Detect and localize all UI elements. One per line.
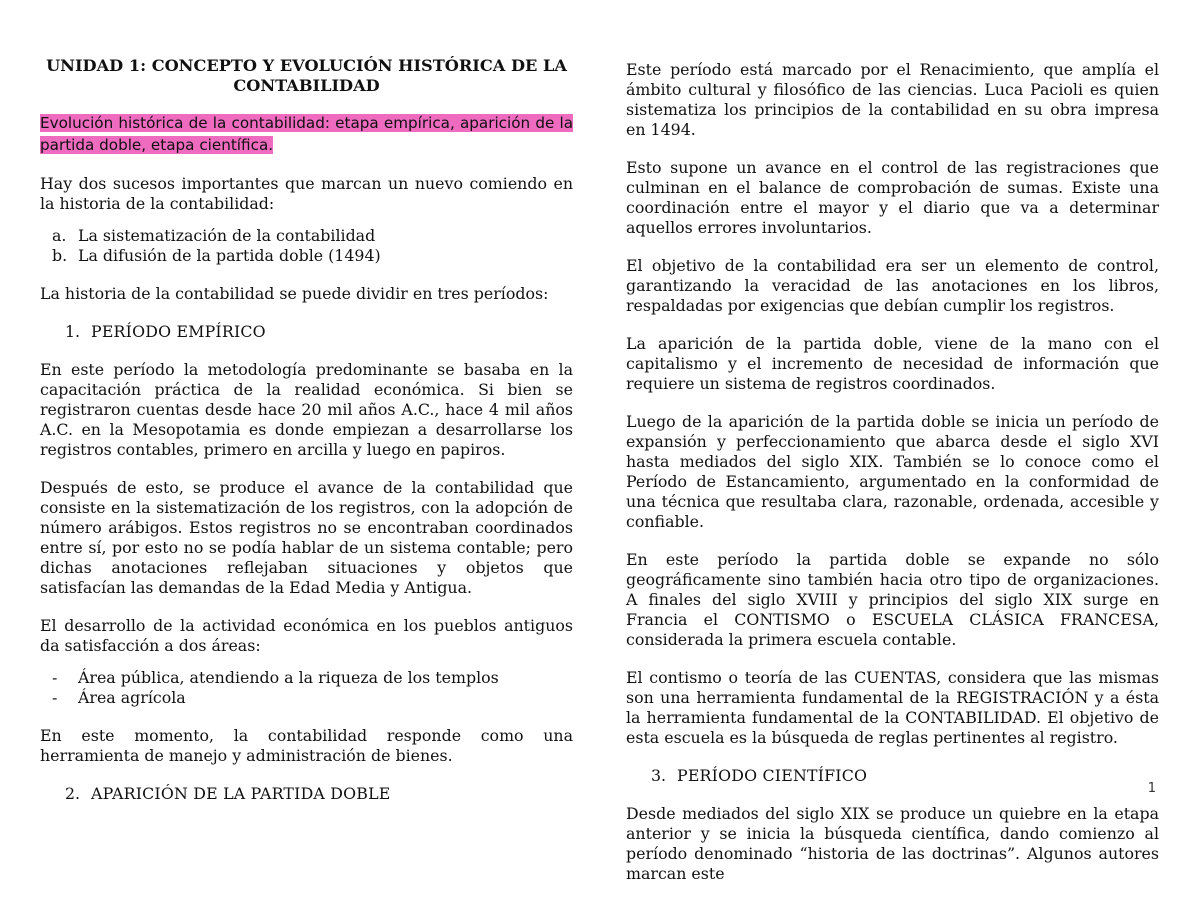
list-item-text: Área pública, atendiendo a la riqueza de los templos bbox=[78, 668, 499, 687]
paragraph: La aparición de la partida doble, viene de la mano con el capitalismo y el incremento de necesidad de información que requiere un sistema de registros coordinados. bbox=[626, 334, 1159, 393]
paragraph: En este momento, la contabilidad responde como una herramienta de manejo y administración de bienes. bbox=[40, 726, 573, 765]
left-column bbox=[40, 56, 573, 822]
list-item bbox=[52, 226, 573, 246]
heading-number: 1. bbox=[65, 322, 81, 341]
heading-text: PERÍODO CIENTÍFICO bbox=[677, 766, 868, 785]
heading-text: PERÍODO EMPÍRICO bbox=[91, 322, 266, 341]
list-marker: - bbox=[52, 668, 58, 687]
highlighted-text: Evolución histórica de la contabilidad: etapa empírica, aparición de la partida doble, etapa científica. bbox=[40, 114, 573, 154]
unit-title: UNIDAD 1: CONCEPTO Y EVOLUCIÓN HISTÓRICA DE LA CONTABILIDAD bbox=[46, 56, 567, 95]
paragraph: Desde mediados del siglo XIX se produce un quiebre en la etapa anterior y se inicia la búsqueda científica, dando comienzo al período denominado “historia de las doctrinas”. Algunos autores marcan este bbox=[626, 804, 1159, 883]
paragraph: En este período la metodología predominante se basaba en la capacitación práctica de la realidad económica. Si bien se registraron cuentas desde hace 20 mil años A.C., hace 4 mil años A.C. en la Mesopotamia es donde empiezan a desarrollarse los registros contables, primero en arcilla y luego en papiros. bbox=[40, 360, 573, 459]
lettered-list bbox=[40, 226, 573, 266]
dash-list bbox=[40, 668, 573, 708]
heading-text: APARICIÓN DE LA PARTIDA DOBLE bbox=[91, 784, 391, 803]
paragraph: Después de esto, se produce el avance de la contabilidad que consiste en la sistematización de los registros, con la adopción de número arábigos. Estos registros no se encontraban coordinados entre sí, por esto no se podía hablar de un sistema contable; pero dichas anotaciones reflejaban situaciones y objetos que satisfacían las demandas de la Edad Media y Antigua. bbox=[40, 478, 573, 597]
paragraph: Este período está marcado por el Renacimiento, que amplía el ámbito cultural y filosófico de las ciencias. Luca Pacioli es quien sistematiza los principios de la contabilidad en su obra impresa en 1494. bbox=[626, 60, 1159, 139]
list-item-text: La difusión de la partida doble (1494) bbox=[78, 246, 381, 265]
heading-number: 3. bbox=[651, 766, 667, 785]
list-item-text: La sistematización de la contabilidad bbox=[78, 226, 376, 245]
paragraph: El objetivo de la contabilidad era ser un elemento de control, garantizando la veracidad de las anotaciones en los libros, respaldadas por exigencias que debían cumplir los registros. bbox=[626, 256, 1159, 315]
paragraph: Esto supone un avance en el control de las registraciones que culminan en el balance de comprobación de sumas. Existe una coordinación entre el mayor y el diario que va a determinar aquellos errores involuntarios. bbox=[626, 158, 1159, 237]
page-number: 1 bbox=[1147, 781, 1156, 796]
heading-number: 2. bbox=[65, 784, 81, 803]
paragraph: En este período la partida doble se expande no sólo geográficamente sino también hacia otro tipo de organizaciones. A finales del siglo XVIII y principios del siglo XIX surge en Francia el CONTISMO o ESCUELA CLÁSICA FRANCESA, considerada la primera escuela contable. bbox=[626, 550, 1159, 649]
list-marker: a. bbox=[52, 226, 67, 245]
section-heading-empirico bbox=[40, 322, 573, 342]
paragraph: La historia de la contabilidad se puede dividir en tres períodos: bbox=[40, 284, 549, 303]
section-heading-partida-doble bbox=[40, 784, 573, 804]
paragraph: Luego de la aparición de la partida doble se inicia un período de expansión y perfeccionamiento que abarca desde el siglo XVI hasta mediados del siglo XIX. También se lo conoce como el Período de Estancamiento, argumentado en la conformidad de una técnica que resultaba clara, razonable, ordenada, accesible y confiable. bbox=[626, 412, 1159, 531]
section-heading-cientifico bbox=[626, 766, 1159, 786]
paragraph: El desarrollo de la actividad económica en los pueblos antiguos da satisfacción a dos áreas: bbox=[40, 616, 573, 655]
paragraph: Hay dos sucesos importantes que marcan un nuevo comiendo en la historia de la contabilidad: bbox=[40, 174, 573, 213]
paragraph: El contismo o teoría de las CUENTAS, considera que las mismas son una herramienta fundamental de la REGISTRACIÓN y a ésta la herramienta fundamental de la CONTABILIDAD. El objetivo de esta escuela es la búsqueda de reglas pertinentes al registro. bbox=[626, 668, 1159, 747]
list-item bbox=[52, 668, 573, 688]
list-item bbox=[52, 246, 573, 266]
list-item-text: Área agrícola bbox=[78, 688, 186, 707]
list-item bbox=[52, 688, 573, 708]
highlighted-summary bbox=[40, 112, 573, 156]
right-column bbox=[626, 60, 1159, 902]
list-marker: - bbox=[52, 688, 58, 707]
list-marker: b. bbox=[52, 246, 68, 265]
